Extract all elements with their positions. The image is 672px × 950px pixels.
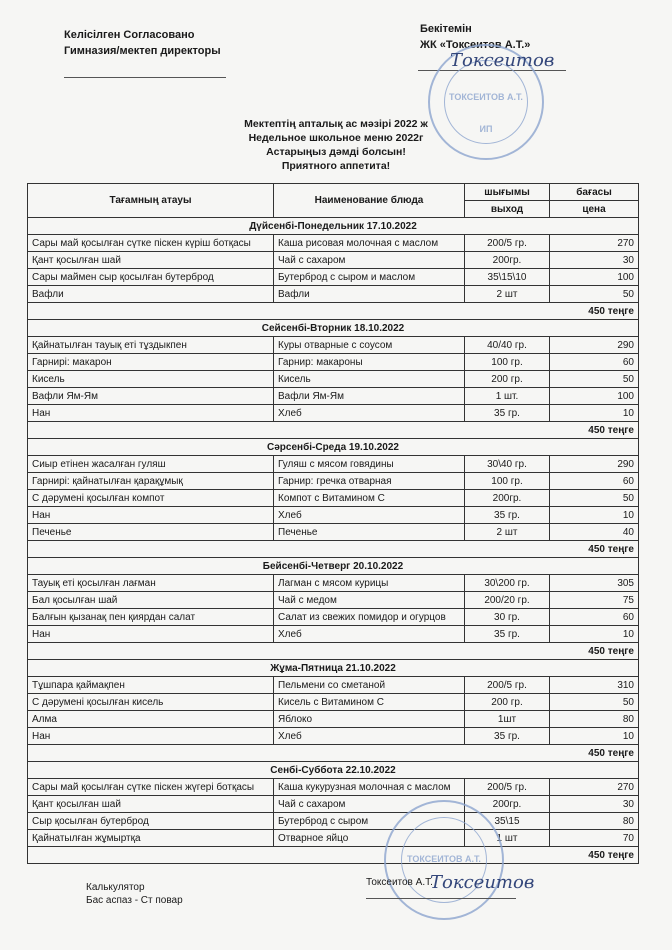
approval-left bbox=[64, 27, 221, 59]
col-price-ru: цена bbox=[550, 201, 639, 218]
menu-row bbox=[28, 490, 639, 507]
chef-label: Бас аспаз - Ст повар bbox=[86, 895, 183, 906]
dish-output: 35\15 bbox=[465, 813, 550, 830]
day-total: 450 теңге bbox=[28, 541, 639, 558]
footer-signature: Токсеитов bbox=[430, 872, 535, 893]
dish-output: 2 шт bbox=[465, 286, 550, 303]
dish-output: 30\40 гр. bbox=[465, 456, 550, 473]
dish-name-kz: Қант қосылған шай bbox=[28, 796, 274, 813]
bottom-stamp: ТОКСЕИТОВ А.Т. bbox=[384, 800, 504, 920]
title-ru: Недельное школьное меню 2022г bbox=[248, 132, 424, 144]
dish-price: 60 bbox=[550, 354, 639, 371]
dish-name-kz: Сары май қосылған сүтке піскен күріш ботқасы bbox=[28, 235, 274, 252]
dish-output: 35\15\10 bbox=[465, 269, 550, 286]
top-signature: Токсеитов bbox=[450, 50, 555, 71]
menu-row bbox=[28, 694, 639, 711]
dish-price: 10 bbox=[550, 507, 639, 524]
dish-name-kz: Нан bbox=[28, 405, 274, 422]
dish-name-kz: Сары маймен сыр қосылған бутерброд bbox=[28, 269, 274, 286]
dish-name-kz: Қайнатылған жұмыртқа bbox=[28, 830, 274, 847]
day-header-row bbox=[28, 762, 639, 779]
dish-output: 100 гр. bbox=[465, 354, 550, 371]
day-total: 450 теңге bbox=[28, 303, 639, 320]
day-total-row bbox=[28, 745, 639, 762]
dish-name-kz: Вафли Ям-Ям bbox=[28, 388, 274, 405]
dish-name-ru: Отварное яйцо bbox=[274, 830, 465, 847]
day-title: Сәрсенбі-Среда 19.10.2022 bbox=[28, 439, 639, 456]
dish-price: 100 bbox=[550, 269, 639, 286]
calculator-label: Калькулятор bbox=[86, 882, 145, 893]
dish-output: 200гр. bbox=[465, 490, 550, 507]
dish-price: 50 bbox=[550, 694, 639, 711]
dish-output: 40/40 гр. bbox=[465, 337, 550, 354]
approve-label: Бекітемін bbox=[420, 23, 472, 35]
dish-price: 80 bbox=[550, 813, 639, 830]
dish-name-ru: Чай с сахаром bbox=[274, 252, 465, 269]
dish-name-kz: Сиыр етінен жасалған гуляш bbox=[28, 456, 274, 473]
dish-name-ru: Компот с Витамином С bbox=[274, 490, 465, 507]
dish-price: 50 bbox=[550, 286, 639, 303]
day-total-row bbox=[28, 303, 639, 320]
dish-name-ru: Гарнир: гречка отварная bbox=[274, 473, 465, 490]
dish-name-kz: Бал қосылған шай bbox=[28, 592, 274, 609]
menu-row bbox=[28, 626, 639, 643]
menu-row bbox=[28, 388, 639, 405]
menu-row bbox=[28, 779, 639, 796]
dish-output: 200/5 гр. bbox=[465, 779, 550, 796]
dish-price: 75 bbox=[550, 592, 639, 609]
wish-ru: Приятного аппетита! bbox=[281, 160, 391, 172]
dish-price: 60 bbox=[550, 473, 639, 490]
footer-signature-line bbox=[366, 898, 516, 899]
dish-price: 100 bbox=[550, 388, 639, 405]
menu-row bbox=[28, 813, 639, 830]
dish-name-ru: Куры отварные с соусом bbox=[274, 337, 465, 354]
dish-name-ru: Вафли Ям-Ям bbox=[274, 388, 465, 405]
menu-row bbox=[28, 235, 639, 252]
dish-name-ru: Гарнир: макароны bbox=[274, 354, 465, 371]
dish-name-ru: Хлеб bbox=[274, 626, 465, 643]
dish-name-kz: Қант қосылған шай bbox=[28, 252, 274, 269]
dish-output: 200 гр. bbox=[465, 694, 550, 711]
col-name-kz: Тағамның атауы bbox=[28, 184, 274, 218]
dish-output: 1 шт bbox=[465, 830, 550, 847]
dish-name-kz: Нан bbox=[28, 626, 274, 643]
menu-row bbox=[28, 796, 639, 813]
menu-row bbox=[28, 711, 639, 728]
day-total-row bbox=[28, 847, 639, 864]
dish-name-kz: Нан bbox=[28, 728, 274, 745]
menu-row bbox=[28, 507, 639, 524]
day-total-row bbox=[28, 541, 639, 558]
dish-output: 200гр. bbox=[465, 252, 550, 269]
menu-row bbox=[28, 830, 639, 847]
dish-name-ru: Салат из свежих помидор и огурцов bbox=[274, 609, 465, 626]
dish-output: 35 гр. bbox=[465, 405, 550, 422]
dish-output: 30\200 гр. bbox=[465, 575, 550, 592]
dish-price: 270 bbox=[550, 235, 639, 252]
day-header-row bbox=[28, 660, 639, 677]
menu-row bbox=[28, 473, 639, 490]
dish-name-kz: С дәрумені қосылған компот bbox=[28, 490, 274, 507]
dish-name-ru: Кисель с Витамином С bbox=[274, 694, 465, 711]
menu-row bbox=[28, 354, 639, 371]
day-header-row bbox=[28, 218, 639, 235]
dish-name-kz: Вафли bbox=[28, 286, 274, 303]
dish-name-kz: Нан bbox=[28, 507, 274, 524]
dish-name-ru: Печенье bbox=[274, 524, 465, 541]
col-output-kz: шығымы bbox=[465, 184, 550, 201]
dish-name-ru: Бутерброд с сыром bbox=[274, 813, 465, 830]
menu-row bbox=[28, 728, 639, 745]
dish-price: 290 bbox=[550, 456, 639, 473]
menu-row bbox=[28, 371, 639, 388]
director-label: Гимназия/мектеп директоры bbox=[64, 45, 221, 57]
dish-name-kz: Гарнирі: қайнатылған қарақұмық bbox=[28, 473, 274, 490]
col-name-ru: Наименование блюда bbox=[274, 184, 465, 218]
col-output-ru: выход bbox=[465, 201, 550, 218]
dish-name-ru: Яблоко bbox=[274, 711, 465, 728]
dish-name-ru: Бутерброд с сыром и маслом bbox=[274, 269, 465, 286]
menu-row bbox=[28, 252, 639, 269]
menu-row bbox=[28, 405, 639, 422]
menu-row bbox=[28, 269, 639, 286]
day-header-row bbox=[28, 439, 639, 456]
dish-price: 270 bbox=[550, 779, 639, 796]
day-header-row bbox=[28, 320, 639, 337]
dish-price: 30 bbox=[550, 796, 639, 813]
dish-price: 310 bbox=[550, 677, 639, 694]
dish-output: 200/5 гр. bbox=[465, 677, 550, 694]
dish-output: 1шт bbox=[465, 711, 550, 728]
day-total: 450 теңге bbox=[28, 422, 639, 439]
dish-name-kz: Тауық еті қосылған лағман bbox=[28, 575, 274, 592]
dish-price: 10 bbox=[550, 728, 639, 745]
dish-name-kz: Печенье bbox=[28, 524, 274, 541]
dish-output: 100 гр. bbox=[465, 473, 550, 490]
day-total: 450 теңге bbox=[28, 745, 639, 762]
menu-row bbox=[28, 286, 639, 303]
dish-output: 200 гр. bbox=[465, 371, 550, 388]
dish-output: 30 гр. bbox=[465, 609, 550, 626]
menu-body bbox=[28, 218, 639, 864]
dish-output: 200/5 гр. bbox=[465, 235, 550, 252]
wish-kz: Астарыңыз дәмді болсын! bbox=[266, 146, 406, 158]
dish-output: 1 шт. bbox=[465, 388, 550, 405]
dish-price: 50 bbox=[550, 371, 639, 388]
dish-name-kz: Қайнатылған тауық еті тұздыкпен bbox=[28, 337, 274, 354]
dish-name-ru: Кисель bbox=[274, 371, 465, 388]
menu-table bbox=[27, 183, 639, 864]
dish-price: 10 bbox=[550, 626, 639, 643]
day-title: Сейсенбі-Вторник 18.10.2022 bbox=[28, 320, 639, 337]
dish-name-ru: Хлеб bbox=[274, 728, 465, 745]
menu-row bbox=[28, 337, 639, 354]
day-title: Сенбі-Суббота 22.10.2022 bbox=[28, 762, 639, 779]
dish-output: 200гр. bbox=[465, 796, 550, 813]
dish-price: 60 bbox=[550, 609, 639, 626]
dish-price: 305 bbox=[550, 575, 639, 592]
menu-row bbox=[28, 592, 639, 609]
dish-name-ru: Вафли bbox=[274, 286, 465, 303]
col-price-kz: бағасы bbox=[550, 184, 639, 201]
dish-price: 80 bbox=[550, 711, 639, 728]
dish-name-kz: С дәрумені қосылған кисель bbox=[28, 694, 274, 711]
director-signature-line bbox=[64, 77, 226, 78]
dish-name-ru: Каша кукурузная молочная с маслом bbox=[274, 779, 465, 796]
dish-price: 10 bbox=[550, 405, 639, 422]
menu-row bbox=[28, 456, 639, 473]
day-total: 450 теңге bbox=[28, 847, 639, 864]
day-total-row bbox=[28, 422, 639, 439]
dish-name-kz: Балғын қызанақ пен қиярдан салат bbox=[28, 609, 274, 626]
footer-signer: Токсеитов А.Т. bbox=[366, 877, 433, 888]
title-kz: Мектептің апталық ас мәзірі 2022 ж bbox=[244, 118, 428, 130]
menu-row bbox=[28, 677, 639, 694]
day-title: Жұма-Пятница 21.10.2022 bbox=[28, 660, 639, 677]
dish-output: 35 гр. bbox=[465, 728, 550, 745]
dish-output: 200/20 гр. bbox=[465, 592, 550, 609]
dish-output: 35 гр. bbox=[465, 507, 550, 524]
menu-row bbox=[28, 524, 639, 541]
dish-output: 2 шт bbox=[465, 524, 550, 541]
dish-name-kz: Сары май қосылған сүтке піскен жүгері ботқасы bbox=[28, 779, 274, 796]
dish-name-ru: Лагман с мясом курицы bbox=[274, 575, 465, 592]
agreed-label: Келісілген Согласовано bbox=[64, 29, 195, 41]
dish-name-kz: Алма bbox=[28, 711, 274, 728]
menu-row bbox=[28, 575, 639, 592]
day-total: 450 теңге bbox=[28, 643, 639, 660]
day-header-row bbox=[28, 558, 639, 575]
day-total-row bbox=[28, 643, 639, 660]
dish-name-kz: Гарнирі: макарон bbox=[28, 354, 274, 371]
dish-price: 50 bbox=[550, 490, 639, 507]
dish-name-ru: Чай с медом bbox=[274, 592, 465, 609]
dish-name-ru: Пельмени со сметаной bbox=[274, 677, 465, 694]
dish-name-ru: Чай с сахаром bbox=[274, 796, 465, 813]
dish-name-ru: Хлеб bbox=[274, 507, 465, 524]
menu-title bbox=[0, 117, 672, 173]
dish-name-ru: Гуляш с мясом говядины bbox=[274, 456, 465, 473]
dish-price: 70 bbox=[550, 830, 639, 847]
entrepreneur-label: ЖК «Токсеитов А.Т.» bbox=[420, 39, 531, 51]
footer-left bbox=[86, 881, 183, 907]
dish-price: 290 bbox=[550, 337, 639, 354]
day-title: Бейсенбі-Четверг 20.10.2022 bbox=[28, 558, 639, 575]
dish-name-kz: Тұшпара қаймақпен bbox=[28, 677, 274, 694]
dish-price: 30 bbox=[550, 252, 639, 269]
day-title: Дүйсенбі-Понедельник 17.10.2022 bbox=[28, 218, 639, 235]
dish-price: 40 bbox=[550, 524, 639, 541]
dish-name-ru: Хлеб bbox=[274, 405, 465, 422]
menu-row bbox=[28, 609, 639, 626]
dish-name-kz: Кисель bbox=[28, 371, 274, 388]
dish-name-ru: Каша рисовая молочная с маслом bbox=[274, 235, 465, 252]
top-stamp: ТОКСЕИТОВ А.Т. ИП bbox=[428, 44, 544, 160]
dish-name-kz: Сыр қосылған бутерброд bbox=[28, 813, 274, 830]
dish-output: 35 гр. bbox=[465, 626, 550, 643]
